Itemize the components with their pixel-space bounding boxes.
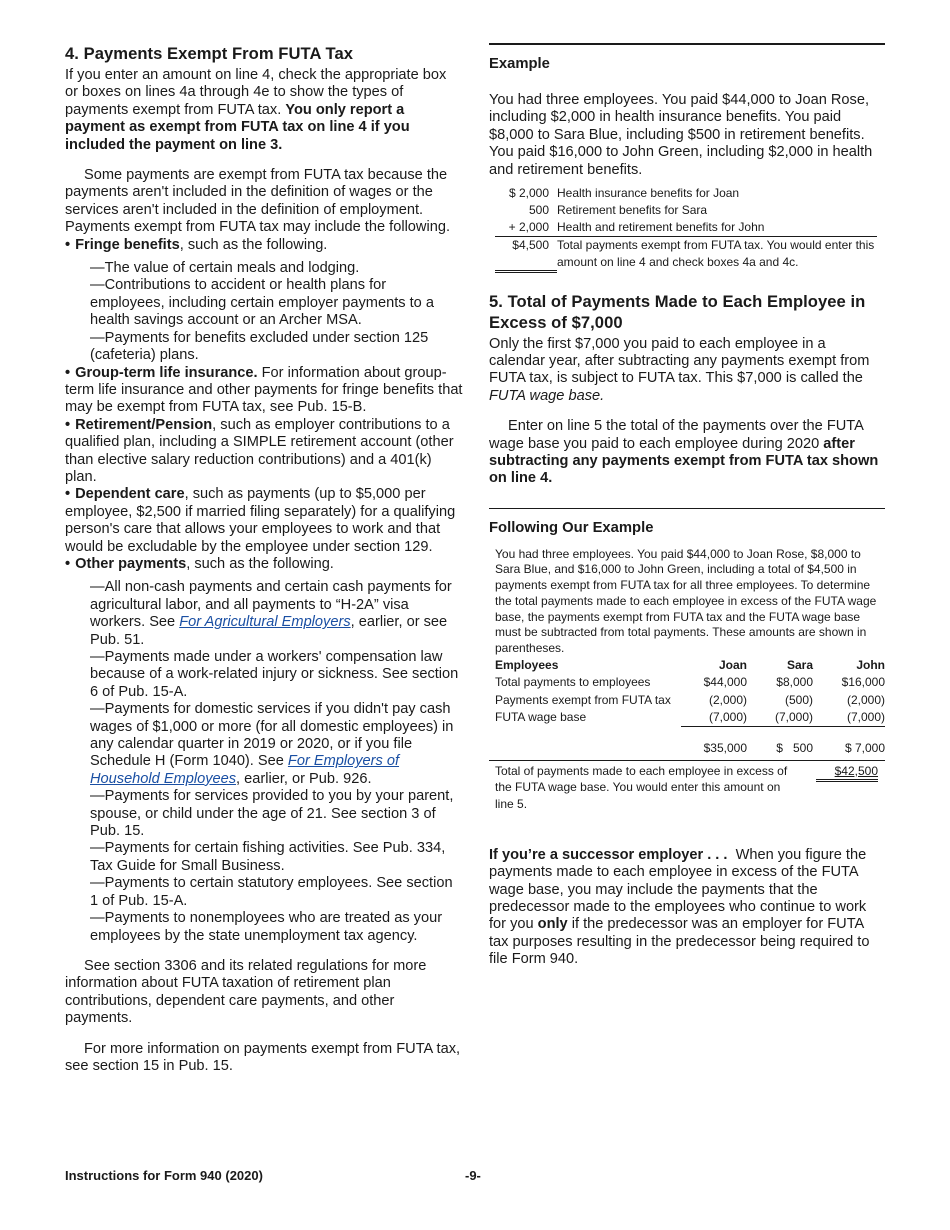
bullet-group-term: • Group-term life insurance. For information about group-term life insurance and other payments for fringe benefits that may be exempt from FUTA tax, see Pub. 15-B.: [65, 364, 463, 416]
fringe-sub-1: —The value of certain meals and lodging.: [90, 260, 360, 277]
other-sub-3: —Payments for domestic services if you didn't pay cash wages of $1,000 or more (for all domestic employees) in any calendar quarter in 2019 or 2020, or if you file Schedule H (Form 1040). See For Employers of Household Employees, earlier, or Pub. 926.: [90, 701, 454, 787]
left-column: [65, 43, 463, 1075]
table-total-row: $4,500 Total payments exempt from FUTA tax. You would enter this amount on line 4 and check boxes 4a and 4c.: [495, 237, 877, 272]
bullet-fringe-benefits: • Fringe benefits, such as the following.: [65, 236, 328, 253]
other-sub-4: —Payments for services provided to you by your parent, spouse, or child under the age of 21. See section 3 of Pub. 15.: [90, 788, 454, 840]
example-exempt-table: [495, 185, 877, 273]
section-4-para2: Some payments are exempt from FUTA tax because the payments aren't included in the definition of wages or the services aren't included in the definition of employment. Payments exempt from FUTA tax may include the following.: [65, 167, 450, 236]
bullet-retirement: • Retirement/Pension, such as employer contributions to a qualified plan, including a SIMPLE retirement account (other than elective salary reduction contributions) and a 401(k) plan.: [65, 416, 454, 485]
table-row: Payments exempt from FUTA tax (2,000) (500) (2,000): [495, 692, 885, 707]
section-5-title: 5. Total of Payments Made to Each Employee in Excess of $7,000: [489, 291, 866, 332]
example-title: Example: [489, 56, 550, 72]
fringe-sub-3: —Payments for benefits excluded under section 125 (cafeteria) plans.: [90, 329, 429, 364]
section-5-para2: Enter on line 5 the total of the payments over the FUTA wage base you paid to each employee during 2020 after subtracting any payments exempt from FUTA tax shown on line 4.: [489, 418, 879, 487]
fringe-sub-2: —Contributions to accident or health plans for employees, including certain employer payments to a health savings account or an Archer MSA.: [90, 277, 434, 329]
other-sub-1: —All non-cash payments and certain cash payments for agricultural labor, and all payments to “H-2A” visa workers. See For Agricultural Employers, earlier, or see Pub. 51.: [90, 579, 452, 648]
example-text: You had three employees. You paid $44,000 to Joan Rose, including $2,000 in health insurance benefits. You paid $8,000 to Sara Blue, including $500 in retirement benefits. You paid $16,000 to John Green, including $2,000 in health and retirement benefits.: [489, 92, 873, 178]
section-5-para1: Only the first $7,000 you paid to each employee in a calendar year, after subtracting any payments exempt from FUTA tax, is subject to FUTA tax. This $7,000 is called the FUTA wage base.: [489, 335, 870, 404]
footer-form-title: Instructions for Form 940 (2020): [65, 1168, 263, 1183]
following-total: Total of payments made to each employee in excess of the FUTA wage base. You would enter this amount on line 5. $42,500: [495, 763, 878, 811]
table-row: 500 Retirement benefits for Sara: [528, 203, 708, 218]
bullet-dependent-care: • Dependent care, such as payments (up to $5,000 per employee, $2,500 if married filing separately) for a qualifying person's care that allows your employees to work and that would be excludable by the employee under section 129.: [65, 486, 456, 555]
table-row: $ 2,000 Health insurance benefits for Joan: [508, 186, 740, 201]
right-column: [489, 43, 885, 969]
other-sub-2: —Payments made under a workers' compensation law because of a work-related injury or sickness. See section 6 of Pub. 15-A.: [90, 649, 459, 700]
following-employee-table: [495, 657, 885, 758]
section-4-intro: If you enter an amount on line 4, check the appropriate box or boxes on lines 4a through 4e to show the types of payments exempt from FUTA tax. You only report a payment as exempt from FUTA tax on line 4 if you included the payment on line 3.: [65, 67, 447, 153]
table-row: Total payments to employees $44,000 $8,000 $16,000: [495, 675, 885, 690]
section-4-title: 4. Payments Exempt From FUTA Tax: [65, 44, 354, 63]
household-employees-link[interactable]: For Employers of Household Employees: [90, 753, 400, 787]
following-title: Following Our Example: [489, 519, 654, 536]
bullet-other-payments: • Other payments, such as the following.: [65, 555, 334, 572]
table-row: + 2,000 Health and retirement benefits for John: [508, 220, 765, 235]
other-sub-7: —Payments to nonemployees who are treated as your employees by the state unemployment tax agency.: [90, 910, 443, 944]
other-sub-5: —Payments for certain fishing activities. See Pub. 334, Tax Guide for Small Business.: [90, 840, 446, 874]
agricultural-employers-link[interactable]: For Agricultural Employers: [179, 614, 351, 631]
see-section-3306: See section 3306 and its related regulations for more information about FUTA taxation of retirement plan contributions, dependent care payments, and other payments.: [65, 957, 427, 1027]
footer-page-number: -9-: [465, 1168, 481, 1183]
more-info-para: For more information on payments exempt from FUTA tax, see section 15 in Pub. 15.: [65, 1040, 461, 1074]
successor-employer-para: If you’re a successor employer . . . When you figure the payments made to each employee in excess of the FUTA wage base, you may include the payments that the predecessor made to the employees who continue to work for you only if the predecessor was an employer for FUTA tax purposes resulting in the predecessor being required to file Form 940.: [489, 846, 871, 968]
following-divider: [489, 760, 885, 761]
table-header-row: Employees Joan Sara John: [495, 657, 885, 672]
table-subtotal-row: $35,000 $ 500 $ 7,000: [495, 727, 885, 758]
following-text: You had three employees. You paid $44,000 to Joan Rose, $8,000 to Sara Blue, and $16,000 to John Green, including a total of $4,500 in payments exempt from FUTA tax for all three employees. To determine the total payments made to each employee in excess of the FUTA wage base, the payments exempt from FUTA tax and the FUTA wage base must be subtracted from total payments. These amounts are shown in parentheses.: [495, 546, 877, 655]
other-sub-6: —Payments to certain statutory employees. See section 1 of Pub. 15-A.: [90, 875, 453, 909]
table-row: FUTA wage base (7,000) (7,000) (7,000): [495, 709, 885, 724]
